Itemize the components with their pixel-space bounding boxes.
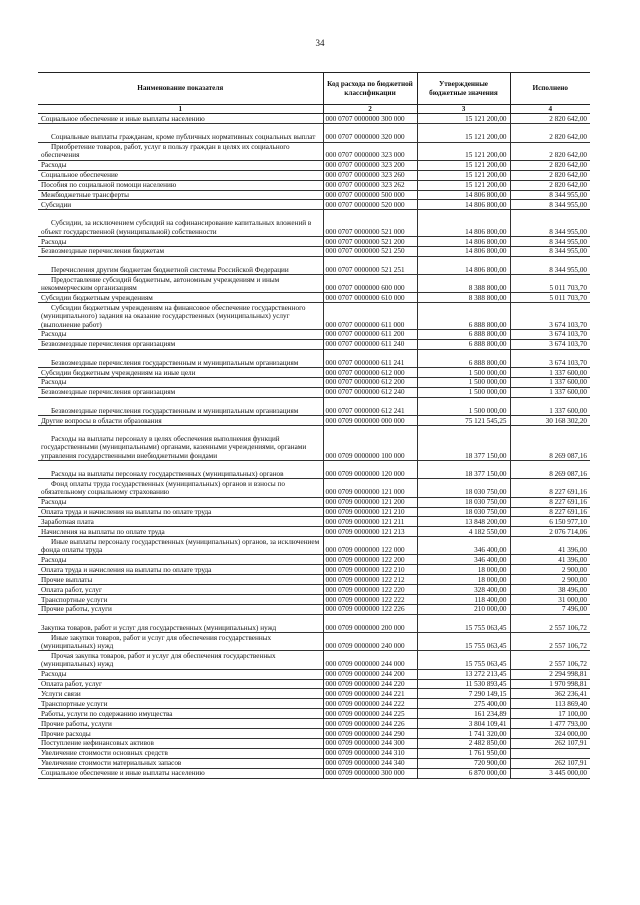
row-name: Субсидии, за исключением субсидий на софинансирование капитальных вложений в объект государственной (муниципальной) собственности bbox=[38, 210, 323, 237]
row-code: 000 0709 0000000 300 000 bbox=[323, 768, 417, 778]
row-code: 000 0709 0000000 244 225 bbox=[323, 709, 417, 719]
row-approved-amount: 14 806 800,00 bbox=[417, 200, 510, 210]
row-approved-amount: 720 900,00 bbox=[417, 758, 510, 768]
row-approved-amount: 8 388 800,00 bbox=[417, 275, 510, 293]
row-code: 000 0707 0000000 610 000 bbox=[323, 293, 417, 303]
header-name: Наименование показателя bbox=[38, 73, 323, 105]
table-row bbox=[38, 425, 590, 460]
table-row bbox=[38, 585, 590, 595]
table-row bbox=[38, 517, 590, 527]
row-code: 000 0709 0000000 121 213 bbox=[323, 527, 417, 537]
row-code: 000 0707 0000000 323 260 bbox=[323, 170, 417, 180]
row-approved-amount: 14 806 800,00 bbox=[417, 237, 510, 247]
row-approved-amount: 14 806 800,00 bbox=[417, 190, 510, 200]
row-code: 000 0707 0000000 300 000 bbox=[323, 114, 417, 124]
row-executed-amount: 262 107,91 bbox=[510, 738, 590, 748]
row-name: Безвозмездные перечисления государственным и муниципальным организациям bbox=[38, 349, 323, 367]
row-name: Безвозмездные перечисления бюджетам bbox=[38, 246, 323, 256]
row-approved-amount: 210 000,00 bbox=[417, 604, 510, 614]
row-code: 000 0709 0000000 244 300 bbox=[323, 738, 417, 748]
row-name: Другие вопросы в области образования bbox=[38, 416, 323, 426]
row-name: Прочие расходы bbox=[38, 729, 323, 739]
table-row bbox=[38, 124, 590, 142]
row-code: 000 0709 0000000 244 222 bbox=[323, 699, 417, 709]
row-name: Иные закупки товаров, работ и услуг для обеспечения государственных (муниципальных) нужд bbox=[38, 633, 323, 651]
table-row bbox=[38, 709, 590, 719]
row-executed-amount: 8 344 955,00 bbox=[510, 237, 590, 247]
row-approved-amount: 18 377 150,00 bbox=[417, 425, 510, 460]
row-approved-amount: 15 121 200,00 bbox=[417, 180, 510, 190]
row-name: Поступление нефинансовых активов bbox=[38, 738, 323, 748]
table-row bbox=[38, 575, 590, 585]
row-approved-amount: 2 482 850,00 bbox=[417, 738, 510, 748]
table-row bbox=[38, 565, 590, 575]
row-name: Межбюджетные трансферты bbox=[38, 190, 323, 200]
table-row bbox=[38, 303, 590, 330]
row-approved-amount: 3 804 109,41 bbox=[417, 719, 510, 729]
row-executed-amount: 1 337 600,00 bbox=[510, 368, 590, 378]
row-code: 000 0709 0000000 240 000 bbox=[323, 633, 417, 651]
row-approved-amount: 18 000,00 bbox=[417, 565, 510, 575]
row-code: 000 0709 0000000 120 000 bbox=[323, 461, 417, 479]
row-name: Прочие работы, услуги bbox=[38, 719, 323, 729]
table-row bbox=[38, 200, 590, 210]
row-approved-amount: 6 888 800,00 bbox=[417, 339, 510, 349]
row-code: 000 0709 0000000 000 000 bbox=[323, 416, 417, 426]
row-executed-amount: 38 496,00 bbox=[510, 585, 590, 595]
row-approved-amount: 118 400,00 bbox=[417, 595, 510, 605]
row-name: Социальное обеспечение bbox=[38, 170, 323, 180]
row-approved-amount: 346 400,00 bbox=[417, 537, 510, 555]
row-name: Безвозмездные перечисления организациям bbox=[38, 339, 323, 349]
row-code: 000 0707 0000000 612 241 bbox=[323, 397, 417, 415]
row-approved-amount: 15 121 200,00 bbox=[417, 160, 510, 170]
row-code: 000 0707 0000000 611 240 bbox=[323, 339, 417, 349]
row-code: 000 0707 0000000 600 000 bbox=[323, 275, 417, 293]
table-row bbox=[38, 246, 590, 256]
row-executed-amount: 5 011 703,70 bbox=[510, 293, 590, 303]
row-executed-amount: 6 150 977,10 bbox=[510, 517, 590, 527]
row-approved-amount: 6 888 800,00 bbox=[417, 349, 510, 367]
table-row bbox=[38, 349, 590, 367]
row-name: Безвозмездные перечисления государственным и муниципальным организациям bbox=[38, 397, 323, 415]
row-name: Социальное обеспечение и иные выплаты населению bbox=[38, 768, 323, 778]
row-name: Социальные выплаты гражданам, кроме публичных нормативных социальных выплат bbox=[38, 124, 323, 142]
row-code: 000 0707 0000000 611 200 bbox=[323, 329, 417, 339]
row-approved-amount: 1 500 000,00 bbox=[417, 377, 510, 387]
row-executed-amount: 8 344 955,00 bbox=[510, 200, 590, 210]
row-executed-amount: 262 107,91 bbox=[510, 758, 590, 768]
row-name: Субсидии бюджетным учреждениям bbox=[38, 293, 323, 303]
row-approved-amount: 18 030 750,00 bbox=[417, 507, 510, 517]
row-approved-amount: 18 000,00 bbox=[417, 575, 510, 585]
column-number: 2 bbox=[323, 105, 417, 114]
row-code: 000 0707 0000000 612 200 bbox=[323, 377, 417, 387]
row-executed-amount: 3 674 103,70 bbox=[510, 339, 590, 349]
table-row bbox=[38, 210, 590, 237]
row-executed-amount: 1 337 600,00 bbox=[510, 387, 590, 397]
table-row bbox=[38, 604, 590, 614]
table-row bbox=[38, 669, 590, 679]
row-executed-amount bbox=[510, 748, 590, 758]
table-row bbox=[38, 729, 590, 739]
row-executed-amount: 7 496,00 bbox=[510, 604, 590, 614]
row-approved-amount: 13 272 213,45 bbox=[417, 669, 510, 679]
table-row bbox=[38, 719, 590, 729]
row-approved-amount: 14 806 800,00 bbox=[417, 210, 510, 237]
row-executed-amount: 2 820 642,00 bbox=[510, 124, 590, 142]
row-approved-amount: 18 030 750,00 bbox=[417, 479, 510, 497]
row-approved-amount: 14 806 800,00 bbox=[417, 246, 510, 256]
table-row bbox=[38, 527, 590, 537]
row-name: Перечисления другим бюджетам бюджетной системы Российской Федерации bbox=[38, 256, 323, 274]
row-name: Приобретение товаров, работ, услуг в пользу граждан в целях их социального обеспечения bbox=[38, 142, 323, 160]
row-name: Субсидии бюджетным учреждениям на иные цели bbox=[38, 368, 323, 378]
row-code: 000 0707 0000000 612 240 bbox=[323, 387, 417, 397]
row-executed-amount: 2 820 642,00 bbox=[510, 114, 590, 124]
table-header-row bbox=[38, 73, 590, 105]
column-number: 1 bbox=[38, 105, 323, 114]
table-row bbox=[38, 555, 590, 565]
row-name: Расходы bbox=[38, 329, 323, 339]
column-number-row bbox=[38, 105, 590, 114]
table-row bbox=[38, 479, 590, 497]
table-row bbox=[38, 461, 590, 479]
row-name: Социальное обеспечение и иные выплаты населению bbox=[38, 114, 323, 124]
row-name: Оплата работ, услуг bbox=[38, 679, 323, 689]
row-executed-amount: 41 396,00 bbox=[510, 555, 590, 565]
row-executed-amount: 31 000,00 bbox=[510, 595, 590, 605]
row-name: Иные выплаты персоналу государственных (муниципальных) органов, за исключением фонда оплаты труда bbox=[38, 537, 323, 555]
row-name: Фонд оплаты труда государственных (муниципальных) органов и взносы по обязательному социальному страхованию bbox=[38, 479, 323, 497]
row-name: Расходы bbox=[38, 555, 323, 565]
row-approved-amount: 15 755 063,45 bbox=[417, 614, 510, 632]
table-row bbox=[38, 377, 590, 387]
row-code: 000 0709 0000000 244 310 bbox=[323, 748, 417, 758]
row-executed-amount: 2 820 642,00 bbox=[510, 160, 590, 170]
row-code: 000 0709 0000000 244 000 bbox=[323, 651, 417, 669]
row-approved-amount: 1 741 320,00 bbox=[417, 729, 510, 739]
row-code: 000 0707 0000000 323 000 bbox=[323, 142, 417, 160]
header-approved: Утвержденные бюджетные значения bbox=[417, 73, 510, 105]
row-name: Расходы bbox=[38, 497, 323, 507]
table-row bbox=[38, 142, 590, 160]
row-code: 000 0707 0000000 611 000 bbox=[323, 303, 417, 330]
row-code: 000 0709 0000000 244 340 bbox=[323, 758, 417, 768]
row-code: 000 0707 0000000 323 262 bbox=[323, 180, 417, 190]
table-row bbox=[38, 537, 590, 555]
row-executed-amount: 3 674 103,70 bbox=[510, 329, 590, 339]
row-executed-amount: 2 557 106,72 bbox=[510, 633, 590, 651]
table-row bbox=[38, 293, 590, 303]
column-number: 3 bbox=[417, 105, 510, 114]
row-approved-amount: 13 848 200,00 bbox=[417, 517, 510, 527]
table-row bbox=[38, 237, 590, 247]
table-row bbox=[38, 614, 590, 632]
row-code: 000 0709 0000000 244 221 bbox=[323, 689, 417, 699]
row-approved-amount: 15 121 200,00 bbox=[417, 114, 510, 124]
row-name: Расходы bbox=[38, 669, 323, 679]
row-executed-amount: 8 344 955,00 bbox=[510, 246, 590, 256]
row-executed-amount: 8 344 955,00 bbox=[510, 256, 590, 274]
row-name: Пособия по социальной помощи населению bbox=[38, 180, 323, 190]
row-name: Начисления на выплаты по оплате труда bbox=[38, 527, 323, 537]
row-approved-amount: 4 182 550,00 bbox=[417, 527, 510, 537]
table-row bbox=[38, 497, 590, 507]
table-row bbox=[38, 507, 590, 517]
row-name: Прочие работы, услуги bbox=[38, 604, 323, 614]
row-executed-amount: 3 445 000,00 bbox=[510, 768, 590, 778]
row-executed-amount: 8 344 955,00 bbox=[510, 190, 590, 200]
row-name: Услуги связи bbox=[38, 689, 323, 699]
row-code: 000 0707 0000000 521 251 bbox=[323, 256, 417, 274]
table-row bbox=[38, 758, 590, 768]
row-code: 000 0707 0000000 320 000 bbox=[323, 124, 417, 142]
table-row bbox=[38, 397, 590, 415]
row-approved-amount: 18 030 750,00 bbox=[417, 497, 510, 507]
row-code: 000 0709 0000000 121 211 bbox=[323, 517, 417, 527]
row-executed-amount: 30 168 302,20 bbox=[510, 416, 590, 426]
row-approved-amount: 346 400,00 bbox=[417, 555, 510, 565]
row-code: 000 0707 0000000 521 000 bbox=[323, 210, 417, 237]
table-row bbox=[38, 256, 590, 274]
row-name: Расходы bbox=[38, 160, 323, 170]
table-row bbox=[38, 633, 590, 651]
row-executed-amount: 17 100,00 bbox=[510, 709, 590, 719]
row-approved-amount: 328 400,00 bbox=[417, 585, 510, 595]
header-executed: Исполнено bbox=[510, 73, 590, 105]
row-code: 000 0707 0000000 520 000 bbox=[323, 200, 417, 210]
row-executed-amount: 1 970 998,81 bbox=[510, 679, 590, 689]
row-code: 000 0709 0000000 122 210 bbox=[323, 565, 417, 575]
row-name: Оплата работ, услуг bbox=[38, 585, 323, 595]
row-code: 000 0709 0000000 100 000 bbox=[323, 425, 417, 460]
column-number: 4 bbox=[510, 105, 590, 114]
table-row bbox=[38, 768, 590, 778]
row-executed-amount: 5 011 703,70 bbox=[510, 275, 590, 293]
row-executed-amount: 2 900,00 bbox=[510, 575, 590, 585]
row-code: 000 0707 0000000 611 241 bbox=[323, 349, 417, 367]
row-code: 000 0707 0000000 500 000 bbox=[323, 190, 417, 200]
row-executed-amount: 2 820 642,00 bbox=[510, 170, 590, 180]
row-executed-amount: 8 227 691,16 bbox=[510, 497, 590, 507]
row-approved-amount: 8 388 800,00 bbox=[417, 293, 510, 303]
table-row bbox=[38, 387, 590, 397]
row-executed-amount: 3 674 103,70 bbox=[510, 349, 590, 367]
row-executed-amount: 8 344 955,00 bbox=[510, 210, 590, 237]
row-approved-amount: 6 888 800,00 bbox=[417, 303, 510, 330]
table-row bbox=[38, 689, 590, 699]
row-approved-amount: 14 806 800,00 bbox=[417, 256, 510, 274]
row-approved-amount: 161 234,89 bbox=[417, 709, 510, 719]
budget-execution-table bbox=[38, 72, 590, 779]
row-approved-amount: 6 888 800,00 bbox=[417, 329, 510, 339]
row-approved-amount: 15 755 063,45 bbox=[417, 633, 510, 651]
row-code: 000 0707 0000000 323 200 bbox=[323, 160, 417, 170]
row-approved-amount: 275 400,00 bbox=[417, 699, 510, 709]
row-name: Работы, услуги по содержанию имущества bbox=[38, 709, 323, 719]
row-executed-amount: 2 557 106,72 bbox=[510, 614, 590, 632]
page-number: 34 bbox=[315, 38, 325, 48]
row-approved-amount: 15 121 200,00 bbox=[417, 170, 510, 180]
table-row bbox=[38, 170, 590, 180]
row-executed-amount: 2 557 106,72 bbox=[510, 651, 590, 669]
row-code: 000 0709 0000000 244 226 bbox=[323, 719, 417, 729]
header-code: Код расхода по бюджетной классификации bbox=[323, 73, 417, 105]
row-executed-amount: 8 227 691,16 bbox=[510, 479, 590, 497]
row-name: Закупка товаров, работ и услуг для государственных (муниципальных) нужд bbox=[38, 614, 323, 632]
row-approved-amount: 1 500 000,00 bbox=[417, 397, 510, 415]
row-name: Субсидии bbox=[38, 200, 323, 210]
table-row bbox=[38, 114, 590, 124]
row-code: 000 0709 0000000 122 212 bbox=[323, 575, 417, 585]
row-name: Расходы на выплаты персоналу в целях обеспечения выполнения функций государственными (муниципальными) органами, казенными учреждениями, органами управления государственными внебюджетными фондами bbox=[38, 425, 323, 460]
row-name: Увеличение стоимости материальных запасов bbox=[38, 758, 323, 768]
row-code: 000 0709 0000000 121 000 bbox=[323, 479, 417, 497]
row-executed-amount: 2 820 642,00 bbox=[510, 180, 590, 190]
table-row bbox=[38, 275, 590, 293]
row-executed-amount: 113 869,40 bbox=[510, 699, 590, 709]
row-name: Прочая закупка товаров, работ и услуг для обеспечения государственных (муниципальных) нужд bbox=[38, 651, 323, 669]
row-name: Расходы на выплаты персоналу государственных (муниципальных) органов bbox=[38, 461, 323, 479]
row-executed-amount: 8 269 087,16 bbox=[510, 425, 590, 460]
row-executed-amount: 8 269 087,16 bbox=[510, 461, 590, 479]
row-name: Безвозмездные перечисления организациям bbox=[38, 387, 323, 397]
row-approved-amount: 18 377 150,00 bbox=[417, 461, 510, 479]
row-approved-amount: 15 121 200,00 bbox=[417, 142, 510, 160]
row-executed-amount: 1 337 600,00 bbox=[510, 377, 590, 387]
row-approved-amount: 1 500 000,00 bbox=[417, 387, 510, 397]
row-code: 000 0709 0000000 244 290 bbox=[323, 729, 417, 739]
row-executed-amount: 41 396,00 bbox=[510, 537, 590, 555]
row-code: 000 0709 0000000 121 210 bbox=[323, 507, 417, 517]
table-row bbox=[38, 679, 590, 689]
row-approved-amount: 1 761 950,00 bbox=[417, 748, 510, 758]
row-executed-amount: 2 900,00 bbox=[510, 565, 590, 575]
row-name: Транспортные услуги bbox=[38, 595, 323, 605]
row-code: 000 0709 0000000 122 200 bbox=[323, 555, 417, 565]
table-row bbox=[38, 368, 590, 378]
row-executed-amount: 8 227 691,16 bbox=[510, 507, 590, 517]
row-code: 000 0709 0000000 121 200 bbox=[323, 497, 417, 507]
row-name: Транспортные услуги bbox=[38, 699, 323, 709]
table-row bbox=[38, 190, 590, 200]
row-executed-amount: 362 236,41 bbox=[510, 689, 590, 699]
row-name: Оплата труда и начисления на выплаты по оплате труда bbox=[38, 507, 323, 517]
row-code: 000 0709 0000000 122 222 bbox=[323, 595, 417, 605]
table-row bbox=[38, 160, 590, 170]
row-code: 000 0709 0000000 244 220 bbox=[323, 679, 417, 689]
row-code: 000 0709 0000000 122 226 bbox=[323, 604, 417, 614]
row-code: 000 0707 0000000 521 250 bbox=[323, 246, 417, 256]
row-executed-amount: 1 337 600,00 bbox=[510, 397, 590, 415]
row-name: Оплата труда и начисления на выплаты по оплате труда bbox=[38, 565, 323, 575]
row-code: 000 0707 0000000 521 200 bbox=[323, 237, 417, 247]
row-executed-amount: 2 076 714,06 bbox=[510, 527, 590, 537]
table-row bbox=[38, 699, 590, 709]
row-code: 000 0709 0000000 244 200 bbox=[323, 669, 417, 679]
table-row bbox=[38, 339, 590, 349]
row-approved-amount: 15 121 200,00 bbox=[417, 124, 510, 142]
row-name: Прочие выплаты bbox=[38, 575, 323, 585]
row-code: 000 0709 0000000 200 000 bbox=[323, 614, 417, 632]
table-row bbox=[38, 595, 590, 605]
row-approved-amount: 6 870 000,00 bbox=[417, 768, 510, 778]
table-row bbox=[38, 738, 590, 748]
row-executed-amount: 324 000,00 bbox=[510, 729, 590, 739]
row-executed-amount: 1 477 793,00 bbox=[510, 719, 590, 729]
table-row bbox=[38, 416, 590, 426]
row-approved-amount: 7 290 149,15 bbox=[417, 689, 510, 699]
row-approved-amount: 1 500 000,00 bbox=[417, 368, 510, 378]
table-row bbox=[38, 748, 590, 758]
row-name: Субсидии бюджетным учреждениям на финансовое обеспечение государственного (муниципального) задания на оказание государственных (муниципальных) услуг (выполнение работ) bbox=[38, 303, 323, 330]
row-name: Увеличение стоимости основных средств bbox=[38, 748, 323, 758]
table-body bbox=[38, 114, 590, 778]
row-executed-amount: 3 674 103,70 bbox=[510, 303, 590, 330]
row-code: 000 0709 0000000 122 220 bbox=[323, 585, 417, 595]
row-executed-amount: 2 294 998,81 bbox=[510, 669, 590, 679]
row-name: Расходы bbox=[38, 237, 323, 247]
table-row bbox=[38, 180, 590, 190]
table-row bbox=[38, 651, 590, 669]
row-code: 000 0709 0000000 122 000 bbox=[323, 537, 417, 555]
row-code: 000 0707 0000000 612 000 bbox=[323, 368, 417, 378]
row-name: Расходы bbox=[38, 377, 323, 387]
row-approved-amount: 75 121 545,25 bbox=[417, 416, 510, 426]
row-approved-amount: 11 530 893,45 bbox=[417, 679, 510, 689]
row-name: Предоставление субсидий бюджетным, автономным учреждениям и иным некоммерческим организациям bbox=[38, 275, 323, 293]
row-approved-amount: 15 755 063,45 bbox=[417, 651, 510, 669]
row-name: Заработная плата bbox=[38, 517, 323, 527]
table-row bbox=[38, 329, 590, 339]
row-executed-amount: 2 820 642,00 bbox=[510, 142, 590, 160]
